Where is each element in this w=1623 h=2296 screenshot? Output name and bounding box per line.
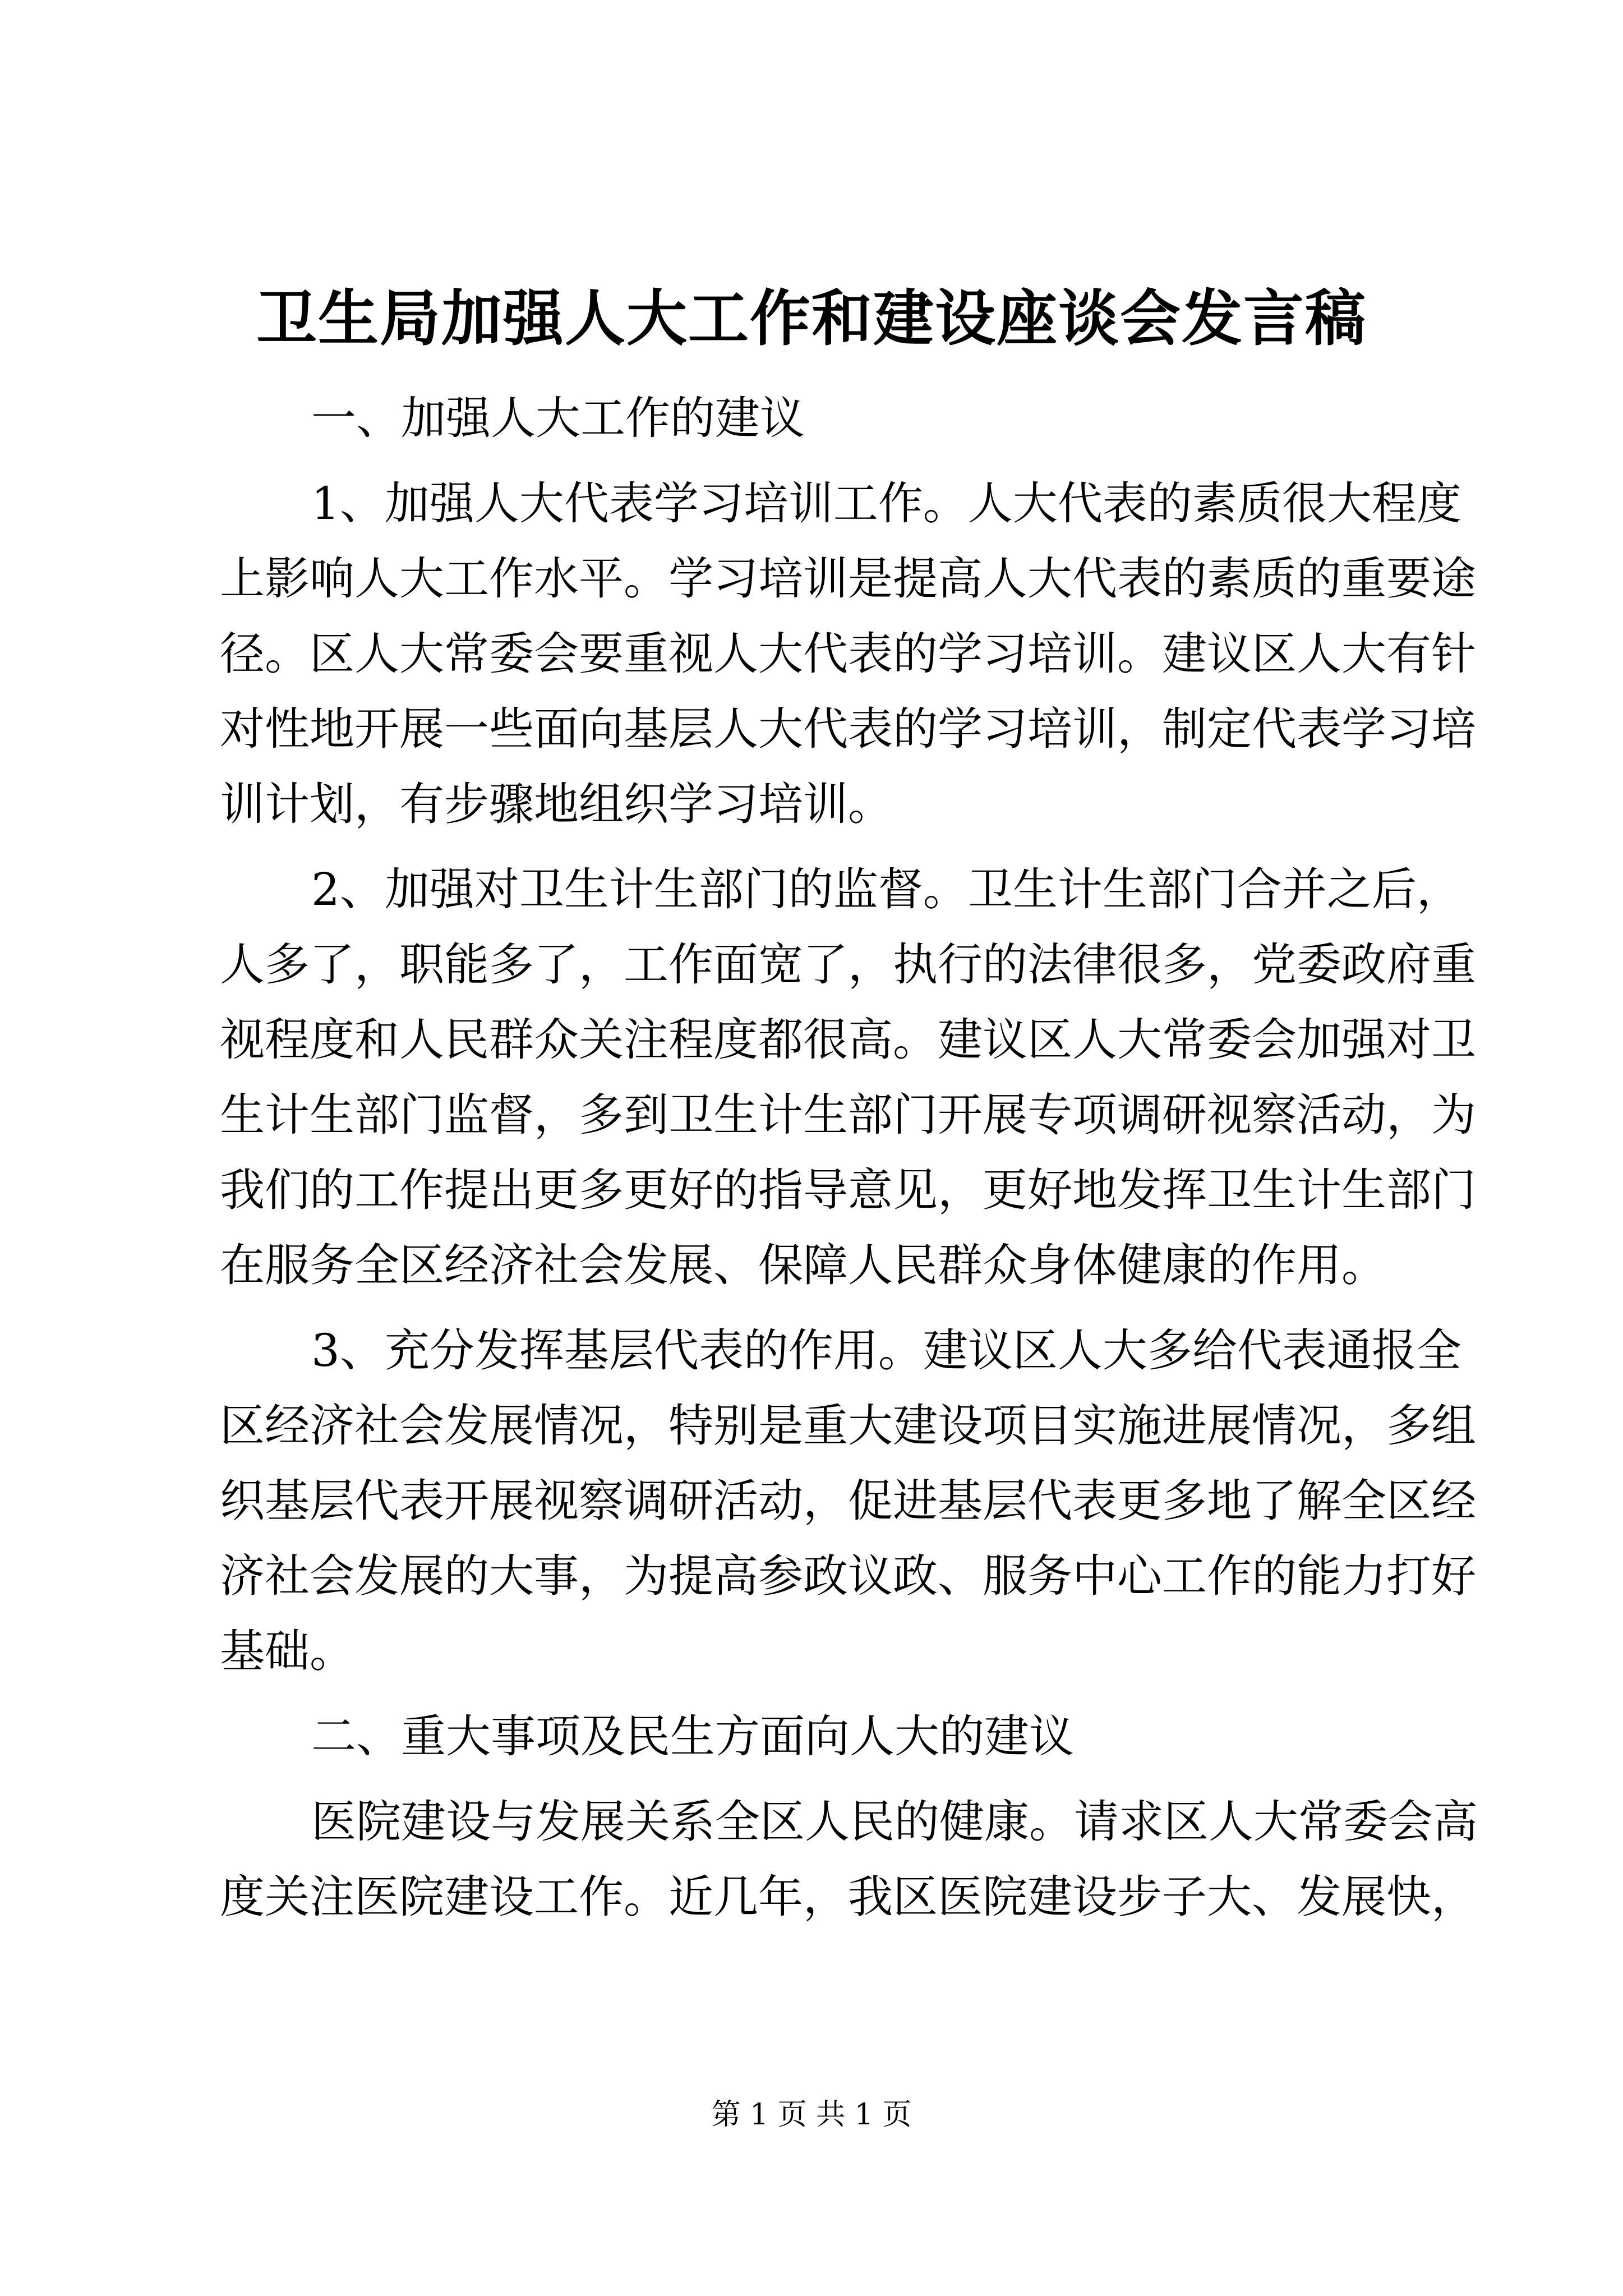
paragraph-line: 上影响人大工作水平。学习培训是提高人大代表的素质的重要途 <box>220 553 1476 605</box>
paragraph-line: 人多了，职能多了，工作面宽了，执行的法律很多，党委政府重 <box>220 938 1476 991</box>
paragraph-line: 生计生部门监督，多到卫生计生部门开展专项调研视察活动，为 <box>220 1089 1476 1141</box>
paragraph-line: 对性地开展一些面向基层人大代表的学习培训，制定代表学习培 <box>220 703 1476 755</box>
heading-2: 二、重大事项及民生方面向人大的建议 <box>311 1710 1074 1763</box>
paragraph-line: 织基层代表开展视察调研活动，促进基层代表更多地了解全区经 <box>220 1475 1476 1527</box>
paragraph-line: 医院建设与发展关系全区人民的健康。请求区人大常委会高 <box>311 1796 1478 1848</box>
document-title: 卫生局加强人大工作和建设座谈会发言稿 <box>256 283 1367 354</box>
paragraph-line: 我们的工作提出更多更好的指导意见，更好地发挥卫生计生部门 <box>220 1164 1476 1216</box>
paragraph-line: 济社会发展的大事，为提高参政议政、服务中心工作的能力打好 <box>220 1550 1476 1602</box>
paragraph-line: 基础。 <box>220 1625 354 1677</box>
heading-1: 一、加强人大工作的建议 <box>311 392 805 444</box>
paragraph-line: 训计划，有步骤地组织学习培训。 <box>220 778 893 830</box>
paragraph-line: 视程度和人民群众关注程度都很高。建议区人大常委会加强对卫 <box>220 1014 1476 1066</box>
paragraph-line: 度关注医院建设工作。近几年，我区医院建设步子大、发展快， <box>220 1871 1476 1923</box>
paragraph-line: 2、加强对卫生计生部门的监督。卫生计生部门合并之后， <box>311 863 1461 915</box>
paragraph-line: 1、加强人大代表学习培训工作。人大代表的素质很大程度 <box>311 477 1461 530</box>
paragraph-line: 3、充分发挥基层代表的作用。建议区人大多给代表通报全 <box>311 1324 1461 1377</box>
paragraph-line: 区经济社会发展情况，特别是重大建设项目实施进展情况，多组 <box>220 1400 1476 1452</box>
paragraph-line: 在服务全区经济社会发展、保障人民群众身体健康的作用。 <box>220 1239 1386 1291</box>
page-number-footer: 第 1 页 共 1 页 <box>711 2098 912 2132</box>
paragraph-line: 径。区人大常委会要重视人大代表的学习培训。建议区人大有针 <box>220 628 1476 680</box>
